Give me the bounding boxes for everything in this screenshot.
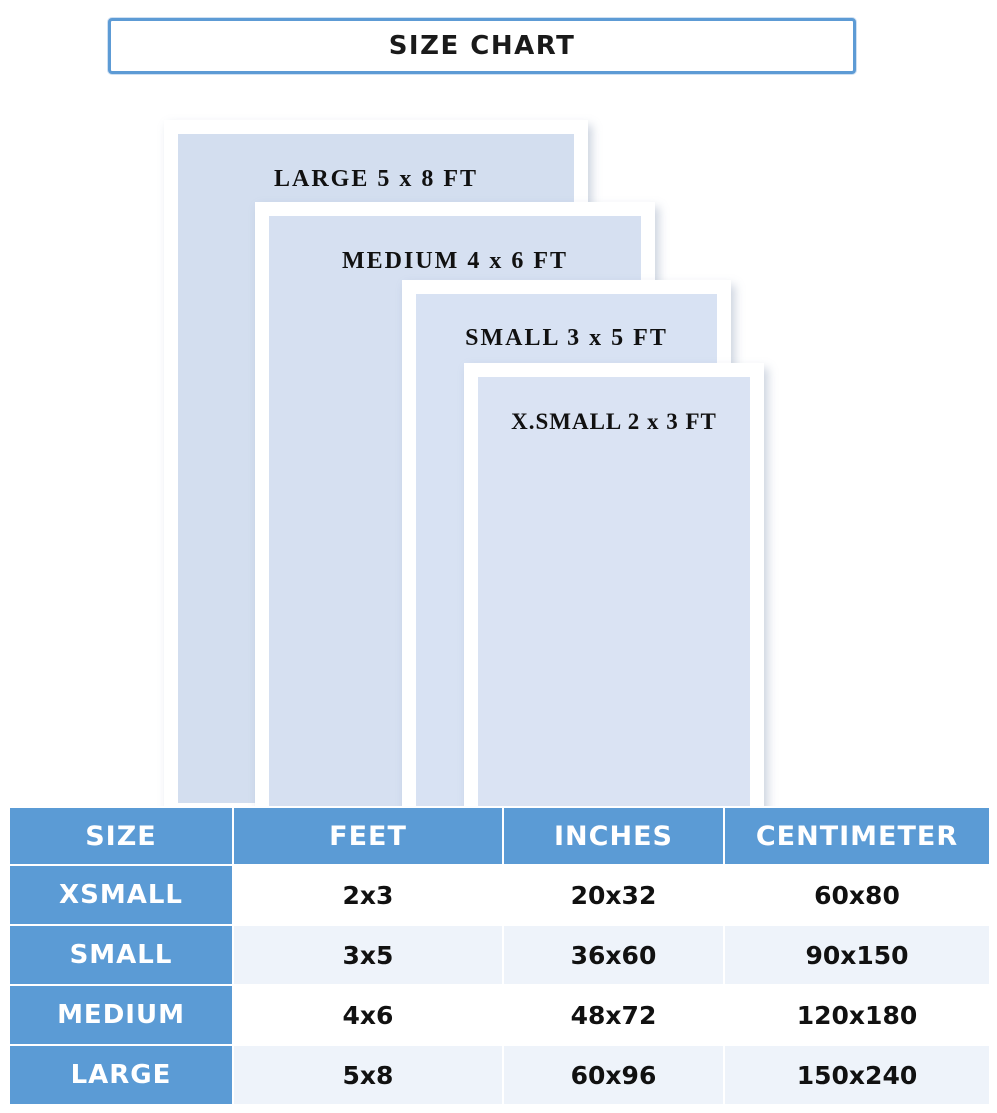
- cell-inches: 48x72: [503, 985, 724, 1045]
- table-row: [9, 985, 990, 1045]
- cell-centimeter: 150x240: [724, 1045, 990, 1105]
- cell-size: XSMALL: [9, 865, 233, 925]
- rug-swatch-small-label: SMALL 3 x 5 FT: [465, 325, 668, 351]
- cell-feet: 4x6: [233, 985, 503, 1045]
- table-row: [9, 865, 990, 925]
- cell-inches: 20x32: [503, 865, 724, 925]
- rug-swatch-xsmall-fill: [478, 377, 750, 868]
- table-header-row: [9, 807, 990, 865]
- cell-size: LARGE: [9, 1045, 233, 1105]
- cell-size: MEDIUM: [9, 985, 233, 1045]
- column-header-centimeter: CENTIMETER: [724, 807, 990, 865]
- column-header-inches: INCHES: [503, 807, 724, 865]
- cell-feet: 2x3: [233, 865, 503, 925]
- size-table-head: [9, 807, 990, 865]
- cell-inches: 36x60: [503, 925, 724, 985]
- cell-inches: 60x96: [503, 1045, 724, 1105]
- size-table: [8, 806, 991, 1106]
- cell-centimeter: 60x80: [724, 865, 990, 925]
- cell-feet: 5x8: [233, 1045, 503, 1105]
- column-header-size: SIZE: [9, 807, 233, 865]
- rug-swatch-xsmall: [464, 363, 764, 882]
- rug-swatch-medium-label: MEDIUM 4 x 6 FT: [342, 248, 568, 274]
- table-row: [9, 1045, 990, 1105]
- rug-swatch-large-label: LARGE 5 x 8 FT: [273, 166, 478, 192]
- page-title: SIZE CHART: [388, 31, 576, 61]
- size-table-body: [9, 865, 990, 1105]
- column-header-feet: FEET: [233, 807, 503, 865]
- cell-centimeter: 90x150: [724, 925, 990, 985]
- rug-size-illustration: [0, 85, 997, 800]
- cell-feet: 3x5: [233, 925, 503, 985]
- size-chart-title-box: [108, 18, 856, 74]
- cell-centimeter: 120x180: [724, 985, 990, 1045]
- rug-swatch-xsmall-label: X.SMALL 2 x 3 FT: [511, 409, 717, 434]
- cell-size: SMALL: [9, 925, 233, 985]
- table-row: [9, 925, 990, 985]
